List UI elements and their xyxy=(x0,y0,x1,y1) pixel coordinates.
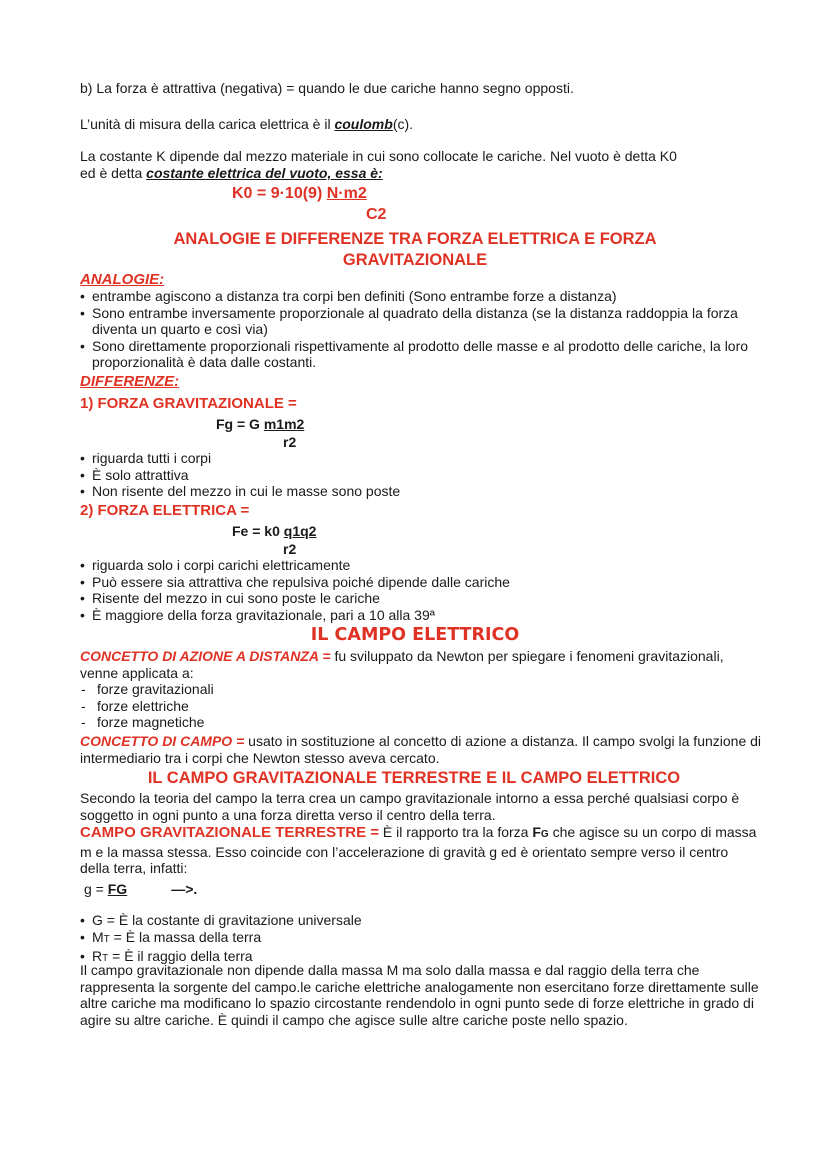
constant-item-g xyxy=(80,912,362,929)
earth-field-label: CAMPO GRAVITAZIONALE TERRESTRE = xyxy=(80,824,380,841)
applied-force-item: - forze magnetiche xyxy=(80,714,214,731)
analogy-item: • Sono entrambe inversamente proporzionale al quadrato della distanza (se la distanza raddoppia la forza diventa un quarto e così via) xyxy=(80,305,760,338)
paragraph-constant-k xyxy=(80,148,677,181)
electric-item: • Può essere sia attrattiva che repulsiva poiché dipende dalle cariche xyxy=(80,574,510,591)
electric-item: • È maggiore della forza gravitazionale, pari a 10 alla 39ª xyxy=(80,607,510,624)
analogy-item: • entrambe agiscono a distanza tra corpi ben definiti (Sono entrambe forze a distanza) xyxy=(80,288,760,305)
constants-list xyxy=(80,912,362,968)
applied-force-item: - forze elettriche xyxy=(80,698,214,715)
force-symbol xyxy=(532,824,548,840)
heading-electric-field: IL CAMPO ELETTRICO xyxy=(310,625,520,645)
paragraph-field-theory: Secondo la teoria del campo la terra crea un campo gravitazionale intorno a essa perché qualsiasi corpo è soggetto in ogni punto a una forza diretta verso il centro della terra. xyxy=(80,790,740,823)
electric-item: • Risente del mezzo in cui sono poste le cariche xyxy=(80,590,510,607)
paragraph-field-concept xyxy=(80,733,765,766)
action-at-distance-text: fu sviluppato da Newton per spiegare i fenomeni gravitazionali, venne applicata a: xyxy=(80,648,724,681)
gravitational-item: • riguarda tutti i corpi xyxy=(80,450,400,467)
k0-numerator: N·m2 xyxy=(326,185,367,202)
constant-k-line1: La costante K dipende dal mezzo materiale in cui sono collocate le cariche. Nel vuoto è detta K0 xyxy=(80,148,677,164)
k0-lhs: K0 = 9·10(9) xyxy=(232,185,327,202)
gravitational-item: • Non risente del mezzo in cui le masse sono poste xyxy=(80,483,400,500)
heading-gravitational-field-earth: IL CAMPO GRAVITAZIONALE TERRESTRE E IL CAMPO ELETTRICO xyxy=(147,769,681,787)
electric-formula xyxy=(232,523,316,540)
g-lhs: g = xyxy=(84,881,108,897)
coulomb-term: coulomb xyxy=(334,116,393,132)
applied-forces-list xyxy=(80,681,214,731)
g-arrow: —>. xyxy=(171,881,198,897)
paragraph-final: Il campo gravitazionale non dipende dalla massa M ma solo dalla massa e dal raggio della terra che rappresenta la sorgente del campo.le cariche elettriche analogamente non esercitano forze direttamente sulle altre cariche ma modificano lo spazio circostante rendendolo in ogni punto sede di forze elettriche in grado di agire su altre cariche. È quindi il campo che agisce sulle altre cariche poste nello spazio. xyxy=(80,962,759,1028)
analogy-item: • Sono direttamente proporzionali rispettivamente al prodotto delle masse e al prodotto delle cariche, la loro proporzionalità è data dalle costanti. xyxy=(80,338,760,371)
constant-symbol: R xyxy=(92,948,103,965)
electric-item: • riguarda solo i corpi carichi elettricamente xyxy=(80,557,510,574)
fg-lhs: Fg = G xyxy=(216,416,264,432)
constant-item-mt xyxy=(80,929,362,949)
applied-force-item: - forze gravitazionali xyxy=(80,681,214,698)
constant-k-line2-text: ed è detta xyxy=(80,164,147,181)
electric-list xyxy=(80,557,510,623)
constant-k-line2 xyxy=(80,165,677,182)
fg-denominator: r2 xyxy=(283,434,297,450)
gravitational-item: • È solo attrattiva xyxy=(80,467,400,484)
force-symbol-sub: G xyxy=(540,829,549,840)
constant-subscript: T xyxy=(103,933,110,945)
unit-abbr: (c). xyxy=(392,116,414,132)
electric-force-heading: 2) FORZA ELETTRICA = xyxy=(80,502,250,519)
constant-description: = È la massa della terra xyxy=(109,928,262,945)
constant-subscript: T xyxy=(102,953,109,965)
unit-text: L’unità di misura della carica elettrica è il xyxy=(80,116,335,132)
constant-symbol: G xyxy=(92,912,103,928)
analogies-label: ANALOGIE: xyxy=(80,271,165,288)
analogies-list xyxy=(80,288,760,371)
gravitational-list xyxy=(80,450,400,500)
g-formula xyxy=(84,881,197,898)
gravitational-force-heading: 1) FORZA GRAVITAZIONALE = xyxy=(80,395,297,412)
paragraph-attractive-force: b) La forza è attrattiva (negativa) = quando le due cariche hanno segno opposti. xyxy=(80,80,574,96)
force-symbol-letter: F xyxy=(532,824,541,840)
constant-symbol: M xyxy=(92,928,104,945)
heading-analogies-differences: ANALOGIE E DIFFERENZE TRA FORZA ELETTRICA E FORZA GRAVITAZIONALE xyxy=(173,230,657,269)
differences-label: DIFFERENZE: xyxy=(80,373,180,390)
earth-field-text-a: È il rapporto tra la forza xyxy=(379,824,533,840)
gravitational-formula xyxy=(216,416,304,433)
constant-description: = È la costante di gravitazione universale xyxy=(102,912,362,928)
fe-denominator: r2 xyxy=(283,541,297,557)
fe-numerator: q1q2 xyxy=(283,523,317,539)
paragraph-unit xyxy=(80,116,413,133)
g-numerator: FG xyxy=(107,881,128,897)
earth-field-text-b: che agisce su un corpo di massa m e la massa stessa. Esso coincide con l’accelerazione di gravità g ed è orientato sempre verso il centro della terra, infatti: xyxy=(80,824,757,877)
vacuum-constant-term: costante elettrica del vuoto, essa è: xyxy=(146,164,383,181)
paragraph-action-at-distance xyxy=(80,648,760,681)
action-at-distance-label: CONCETTO DI AZIONE A DISTANZA = xyxy=(80,648,331,664)
paragraph-earth-gravitational-field xyxy=(80,824,760,877)
fe-lhs: Fe = k0 xyxy=(232,523,284,539)
constant-description: = È il raggio della terra xyxy=(108,948,253,965)
field-concept-label: CONCETTO DI CAMPO = xyxy=(80,733,245,749)
fg-numerator: m1m2 xyxy=(263,416,305,432)
field-concept-text: usato in sostituzione al concetto di azione a distanza. Il campo svolgi la funzione di intermediario tra i corpi che Newton stesso aveva cercato. xyxy=(80,733,762,766)
k0-denominator: C2 xyxy=(366,206,387,223)
k0-formula xyxy=(232,186,385,203)
